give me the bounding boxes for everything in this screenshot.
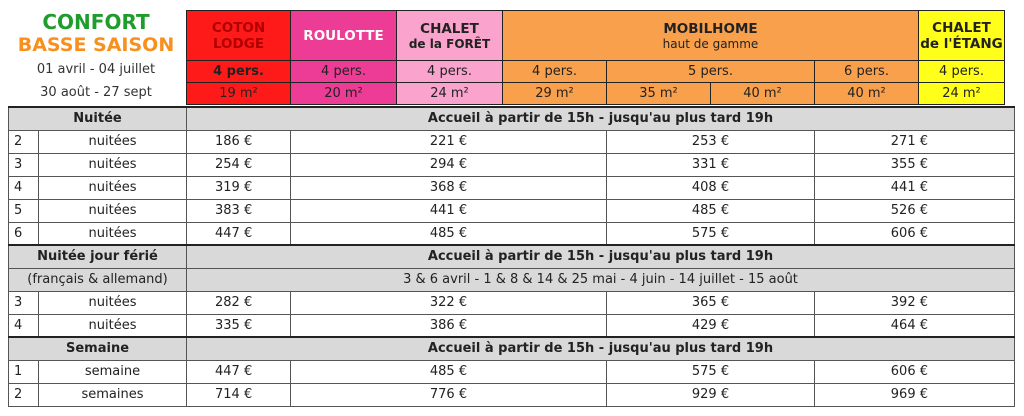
area-mobil-29: 29 m² (503, 83, 607, 105)
accommodation-header (186, 10, 1005, 105)
section-semaine-label: Semaine (9, 337, 187, 360)
section-ferie-info: Accueil à partir de 15h - jusqu'au plus tard 19h (187, 245, 1015, 268)
section-nuitee-info: Accueil à partir de 15h - jusqu'au plus tard 19h (187, 107, 1015, 130)
area-mobil-40a: 40 m² (711, 83, 815, 105)
pers-mobil-5: 5 pers. (607, 61, 815, 83)
table-row: 1 semaine 447 € 485 € 575 € 606 € (9, 360, 1015, 383)
title-confort: CONFORT (42, 10, 150, 34)
header-chalet-foret: CHALET de la FORÊT (397, 11, 503, 61)
table-row: 2 semaines 714 € 776 € 929 € 969 € (9, 383, 1015, 406)
season-dates-2: 30 août - 27 sept (40, 85, 152, 100)
pers-mobil-4: 4 pers. (503, 61, 607, 83)
table-row: 6 nuitées 447 € 485 € 575 € 606 € (9, 222, 1015, 245)
area-mobil-40b: 40 m² (815, 83, 919, 105)
area-mobil-35: 35 m² (607, 83, 711, 105)
area-chalet-etang: 24 m² (919, 83, 1005, 105)
section-ferie-sublabel: (français & allemand) (9, 268, 187, 291)
table-row: 2 nuitées 186 € 221 € 253 € 271 € (9, 130, 1015, 153)
table-row: 4 nuitées 335 € 386 € 429 € 464 € (9, 314, 1015, 337)
season-dates-1: 01 avril - 04 juillet (36, 62, 156, 77)
header-mobilhome: MOBILHOME haut de gamme (503, 11, 919, 61)
table-row: 4 nuitées 319 € 368 € 408 € 441 € (9, 176, 1015, 199)
section-ferie-label: Nuitée jour férié (9, 245, 187, 268)
header-roulotte: ROULOTTE (291, 11, 397, 61)
area-roulotte: 20 m² (291, 83, 397, 105)
table-row: 3 nuitées 254 € 294 € 331 € 355 € (9, 153, 1015, 176)
header-coton-lodge: COTON LODGE (187, 11, 291, 61)
pers-mobil-6: 6 pers. (815, 61, 919, 83)
table-row: 3 nuitées 282 € 322 € 365 € 392 € (9, 291, 1015, 314)
area-coton: 19 m² (187, 83, 291, 105)
section-nuitee-label: Nuitée (9, 107, 187, 130)
section-semaine-info: Accueil à partir de 15h - jusqu'au plus tard 19h (187, 337, 1015, 360)
table-row: 5 nuitées 383 € 441 € 485 € 526 € (9, 199, 1015, 222)
pers-chalet-etang: 4 pers. (919, 61, 1005, 83)
title-basse-saison: BASSE SAISON (17, 34, 175, 56)
area-chalet-foret: 24 m² (397, 83, 503, 105)
pers-chalet-foret: 4 pers. (397, 61, 503, 83)
header-chalet-etang: CHALET de l'ÉTANG (919, 11, 1005, 61)
pers-coton: 4 pers. (187, 61, 291, 83)
pers-roulotte: 4 pers. (291, 61, 397, 83)
price-table (8, 106, 1015, 407)
holiday-dates: 3 & 6 avril - 1 & 8 & 14 & 25 mai - 4 juin - 14 juillet - 15 août (187, 268, 1015, 291)
